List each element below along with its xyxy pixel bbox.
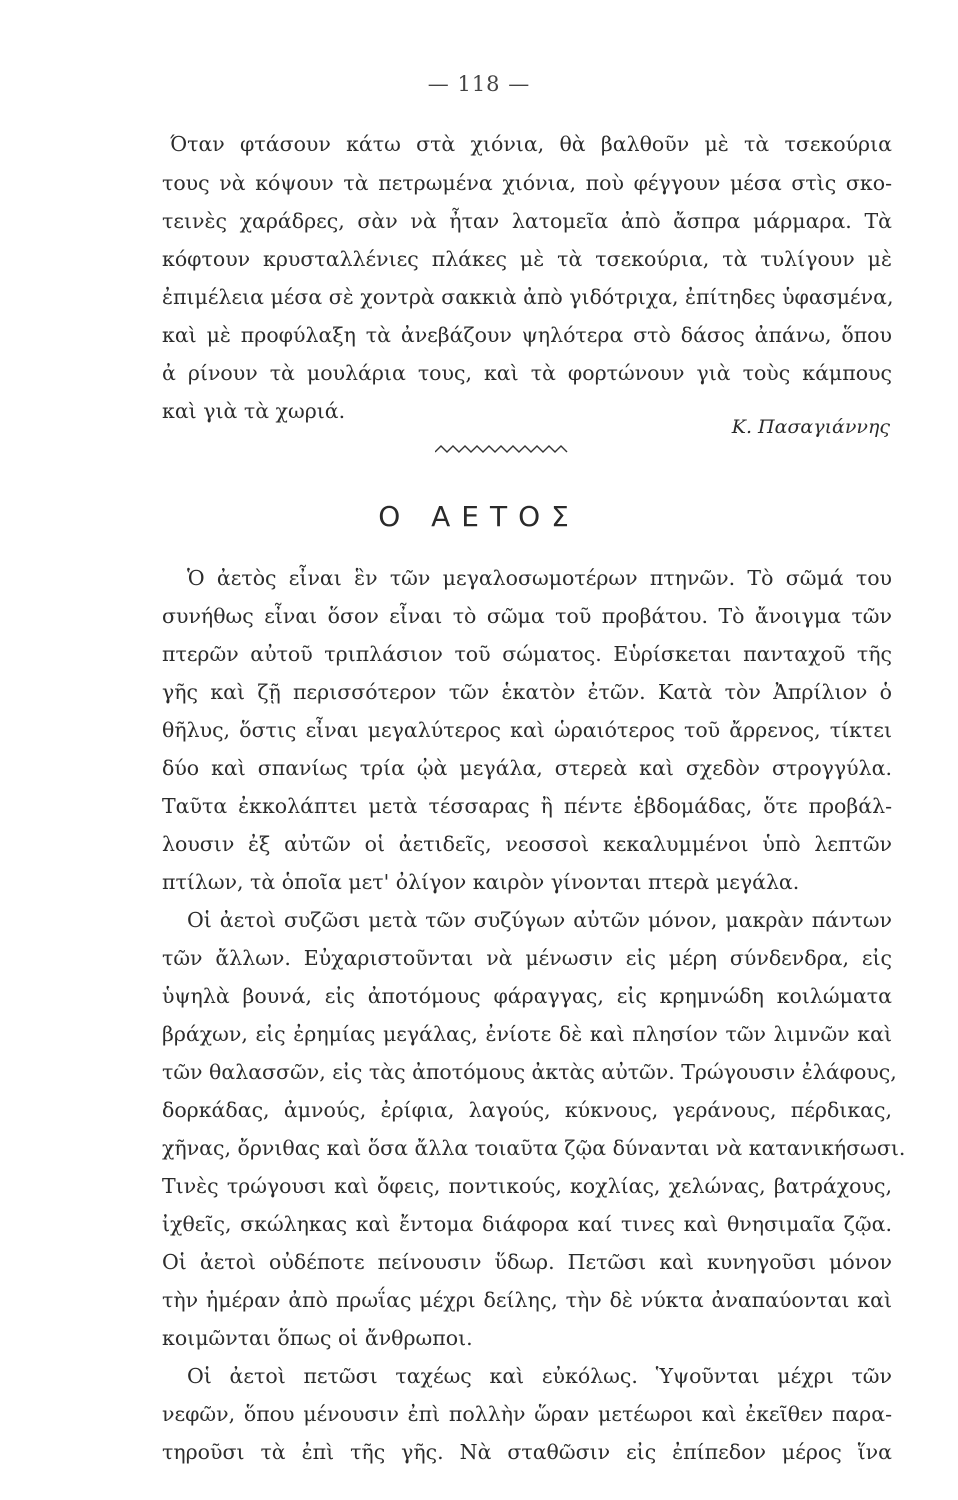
text-line: Τινὲς τρώγουσι καὶ ὄφεις, ποντικούς, κοχλίας, χελώνας, βατράχους, bbox=[162, 1174, 892, 1198]
text-line: καὶ γιὰ τὰ χωριά. bbox=[162, 399, 346, 423]
text-line: θῆλυς, ὅστις εἶναι μεγαλύτερος καὶ ὡραιότερος τοῦ ἄρρενος, τίκτει bbox=[162, 718, 892, 742]
text-line: κοιμῶνται ὅπως οἱ ἄνθρωποι. bbox=[162, 1326, 473, 1350]
text-line: κόφτουν κρυσταλλένιες πλάκες μὲ τὰ τσεκούρια, τὰ τυλίγουν μὲ bbox=[162, 247, 892, 271]
text-line: Οἱ ἀετοὶ συζῶσι μετὰ τῶν συζύγων αὐτῶν μόνον, μακρὰν πάντων bbox=[187, 908, 892, 932]
article-title: Ο ΑΕΤΟΣ bbox=[378, 500, 580, 533]
text-line: Ταῦτα ἐκκολάπτει μετὰ τέσσαρας ἢ πέντε ἑβδομάδας, ὅτε προβάλ- bbox=[162, 794, 892, 818]
text-line: Όταν φτάσουν κάτω στὰ χιόνια, θὰ βαλθοῦν μὲ τὰ τσεκούρια bbox=[170, 132, 892, 156]
text-line: γῆς καὶ ζῇ περισσότερον τῶν ἑκατὸν ἐτῶν. Κατὰ τὸν Ἀπρίλιον ὁ bbox=[162, 680, 892, 704]
text-line: δορκάδας, ἀμνούς, ἐρίφια, λαγούς, κύκνους, γεράνους, πέρδικας, bbox=[162, 1098, 892, 1122]
text-line: ἀ ρίνουν τὰ μουλάρια τους, καὶ τὰ φορτώνουν γιὰ τοὺς κάμπους bbox=[162, 361, 892, 385]
text-line: ὑψηλὰ βουνά, εἰς ἀποτόμους φάραγγας, εἰς κρημνώδη κοιλώματα bbox=[162, 984, 892, 1008]
text-line: συνήθως εἶναι ὅσον εἶναι τὸ σῶμα τοῦ προβάτου. Τὸ ἄνοιγμα τῶν bbox=[162, 604, 892, 628]
signature: Κ. Πασαγιάννης bbox=[731, 416, 890, 438]
text-line: χῆνας, ὄρνιθας καὶ ὅσα ἄλλα τοιαῦτα ζῷα δύνανται νὰ κατανικήσωσι. bbox=[162, 1136, 906, 1160]
text-line: τους νὰ κόψουν τὰ πετρωμένα χιόνια, ποὺ φέγγουν μέσα στὶς σκο- bbox=[162, 171, 892, 195]
text-line: Οἱ ἀετοὶ οὐδέποτε πείνουσιν ὕδωρ. Πετῶσι καὶ κυνηγοῦσι μόνον bbox=[162, 1250, 892, 1274]
wave-ornament bbox=[435, 442, 570, 456]
text-line: τῶν ἄλλων. Εὐχαριστοῦνται νὰ μένωσιν εἰς μέρη σύνδενδρα, εἰς bbox=[162, 946, 892, 970]
text-line: πτερῶν αὐτοῦ τριπλάσιον τοῦ σώματος. Εὑρίσκεται πανταχοῦ τῆς bbox=[162, 642, 892, 666]
text-line: ἰχθεῖς, σκώληκας καὶ ἔντομα διάφορα καί τινες καὶ θνησιμαῖα ζῷα. bbox=[162, 1212, 892, 1236]
text-line: πτίλων, τὰ ὁποῖα μετ' ὀλίγον καιρὸν γίνονται πτερὰ μεγάλα. bbox=[162, 870, 800, 894]
text-line: νεφῶν, ὅπου μένουσιν ἐπὶ πολλὴν ὥραν μετέωροι καὶ ἐκεῖθεν παρα- bbox=[162, 1402, 892, 1426]
text-line: τῶν θαλασσῶν, εἰς τὰς ἀποτόμους ἀκτὰς αὐτῶν. Τρώγουσιν ἐλάφους, bbox=[162, 1060, 897, 1084]
text-line: Ὁ ἀετὸς εἶναι ἓν τῶν μεγαλοσωμοτέρων πτηνῶν. Τὸ σῶμά του bbox=[187, 566, 892, 590]
text-line: λουσιν ἐξ αὐτῶν οἱ ἀετιδεῖς, νεοσσοὶ κεκαλυμμένοι ὑπὸ λεπτῶν bbox=[162, 832, 892, 856]
text-line: καὶ μὲ προφύλαξη τὰ ἀνεβάζουν ψηλότερα στὸ δάσος ἀπάνω, ὅπου bbox=[162, 323, 892, 347]
text-line: τὴν ἡμέραν ἀπὸ πρωΐας μέχρι δείλης, τὴν δὲ νύκτα ἀναπαύονται καὶ bbox=[162, 1288, 892, 1312]
text-line: τηροῦσι τὰ ἐπὶ τῆς γῆς. Νὰ σταθῶσιν εἰς ἐπίπεδον μέρος ἵνα bbox=[162, 1440, 892, 1464]
text-line: βράχων, εἰς ἐρημίας μεγάλας, ἐνίοτε δὲ καὶ πλησίον τῶν λιμνῶν καὶ bbox=[162, 1022, 892, 1046]
text-line: Οἱ ἀετοὶ πετῶσι ταχέως καὶ εὐκόλως. Ὑψοῦνται μέχρι τῶν bbox=[187, 1364, 892, 1388]
text-line: ἐπιμέλεια μέσα σὲ χοντρὰ σακκιὰ ἀπὸ γιδότριχα, ἐπίτηδες ὑφασμένα, bbox=[162, 285, 894, 309]
page-number: — 118 — bbox=[427, 72, 531, 96]
text-line: τεινὲς χαράδρες, σὰν νὰ ἦταν λατομεῖα ἀπὸ ἄσπρα μάρμαρα. Τὰ bbox=[162, 209, 892, 233]
text-line: δύο καὶ σπανίως τρία ᾠὰ μεγάλα, στερεὰ καὶ σχεδὸν στρογγύλα. bbox=[162, 756, 892, 780]
